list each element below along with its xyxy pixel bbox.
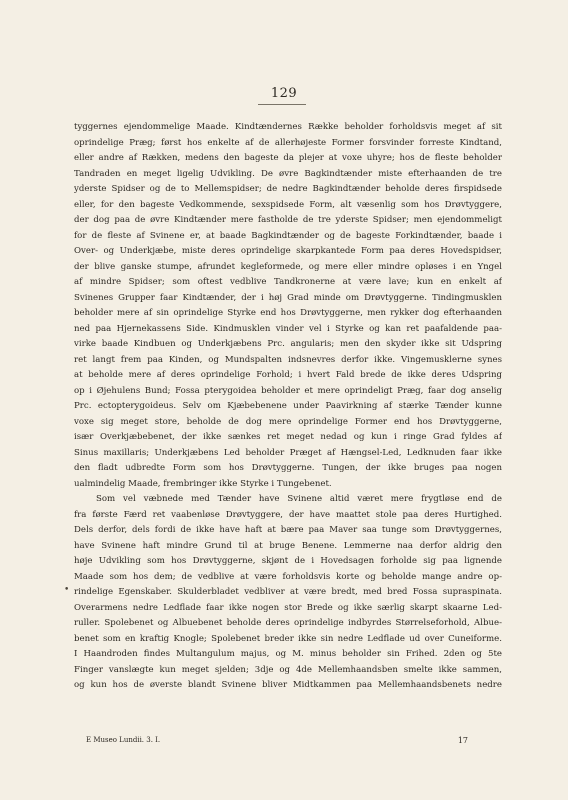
footer-imprint: E Museo Lundii. 3. I. <box>86 736 161 744</box>
text-line: ned paa Hjernekassens Side. Kindmusklen vinder vel i Styrke og kan ret paafaldende paa- <box>74 323 502 334</box>
signature-mark: 17 <box>457 736 468 745</box>
text-line: Prc. ectopterygoideus. Selv om Kjæbebenene under Paavirkning af stærke Tænder kunne <box>74 401 502 411</box>
text-line: ret langt frem paa Kinden, og Mundspalten indsnevres derfor ikke. Vingemusklerne synes <box>74 354 502 365</box>
page-number-rule <box>258 104 306 105</box>
text-line: den fladt udbredte Form som hos Drøvtyggerne. Tungen, der ikke bruges paa nogen <box>74 463 502 473</box>
text-line: Maade som hos dem; de vedblive at være forholdsvis korte og beholde mange andre op- <box>74 571 502 582</box>
text-line: Overarmens nedre Ledflade faar ikke nogen stor Brede og ikke særlig skarpt skaarne Led- <box>74 602 502 613</box>
text-line: at beholde mere af deres oprindelige Forhold; i hvert Fald brede de ikke deres Udspring <box>74 370 502 380</box>
page-footer <box>86 736 468 745</box>
text-line: Finger vanslægte kun meget sjelden; 3dje og 4de Mellemhaandsben smelte ikke sammen, <box>74 664 502 675</box>
page-number: 129 <box>270 86 298 101</box>
text-line: eller, for den bageste Vedkommende, sexspidsede Form, alt væsenlig som hos Drøvtyggere, <box>74 199 502 210</box>
text-line: beholder mere af sin oprindelige Styrke end hos Drøvtyggerne, men rykker dog efterhaanden <box>74 308 502 318</box>
text-line: Sinus maxillaris; Underkjæbens Led beholder Præget af Hængsel-Led, Ledknuden faar ikke <box>74 447 502 458</box>
text-line: I Haandroden findes Multangulum majus, og M. minus beholder sin Frihed. 2den og 5te <box>74 649 502 659</box>
text-line: for de fleste af Svinene er, at baade Bagkindtænder og de bageste Forkindtænder, baade i <box>74 230 502 241</box>
text-line: eller andre af Rækken, medens den bageste da plejer at voxe uhyre; hos de fleste beholder <box>74 153 502 163</box>
text-line: og kun hos de øverste blandt Svinene bliver Midtkammen paa Mellemhaandsbenets nedre <box>74 680 502 690</box>
paragraph-end-line: ualmindelig Maade, frembringer ikke Styrke i Tungebenet. <box>74 478 332 489</box>
text-line: benet som en kraftig Knogle; Spolebenet breder ikke sin nedre Ledflade ud over Cuneiforme. <box>74 633 502 644</box>
text-line: Over- og Underkjæbe, miste deres oprindelige skarpkantede Form paa deres Hovedspidser, <box>74 246 502 256</box>
text-line: der dog paa de øvre Kindtænder mere fastholde de tre yderste Spidser; men ejendommeligt <box>74 215 502 225</box>
text-line: især Overkjæbebenet, der ikke sænkes ret meget nedad og kun i ringe Grad fyldes af <box>74 432 502 442</box>
text-line: voxe sig meget store, beholde de dog mere oprindelige Former end hos Drøvtyggerne, <box>74 416 502 427</box>
text-line: yderste Spidser og de to Mellemspidser; de nedre Bagkindtænder beholde deres firspidsede <box>74 184 502 194</box>
text-line: have Svinene haft mindre Grund til at bruge Benene. Lemmerne naa derfor aldrig den <box>74 540 502 551</box>
text-line: høje Udvikling som hos Drøvtyggerne, skjønt de i Hovedsagen forholde sig paa lignende <box>74 556 502 566</box>
body-text <box>74 120 502 694</box>
margin-dot-mark: • <box>64 585 70 595</box>
paragraph-start-line: Som vel væbnede med Tænder have Svinene altid været mere frygtløse end de <box>96 494 502 504</box>
text-line: rindelige Egenskaber. Skulderbladet vedbliver at være bredt, med bred Fossa supraspinata. <box>74 587 502 597</box>
text-line: oprindelige Præg; først hos enkelte af de allerhøjeste Former forsvinder forreste Kindtand, <box>74 137 502 148</box>
text-line: virke baade Kindbuen og Underkjæbens Prc. angularis; men den skyder ikke sit Udspring <box>74 339 502 349</box>
text-line: Tandraden en meget ligelig Udvikling. De øvre Bagkindtænder miste efterhaanden de tre <box>74 168 502 179</box>
text-line: op i Øjehulens Bund; Fossa pterygoidea beholder et mere oprindeligt Præg, faar dog anselig <box>74 385 502 396</box>
text-line: Dels derfor, dels fordi de ikke have haft at bære paa Maver saa tunge som Drøvtyggernes, <box>74 525 502 535</box>
text-line: fra første Færd ret vaabenløse Drøvtyggere, der have maattet stole paa deres Hurtighed. <box>74 509 502 520</box>
text-line: ruller. Spolebenet og Albuebenet beholde deres oprindelige indbyrdes Størrelseforhold, Albue- <box>74 618 502 628</box>
text-line: af mindre Spidser; som oftest vedblive Tandkronerne at være lave; kun en enkelt af <box>74 277 502 287</box>
text-line: tyggernes ejendommelige Maade. Kindtændernes Række beholder forholdsvis meget af sit <box>74 122 502 132</box>
text-line: Svinenes Grupper faar Kindtænder, der i høj Grad minde om Drøvtyggerne. Tindingmusklen <box>74 292 502 303</box>
text-line: der blive ganske stumpe, afrundet kegleformede, og mere eller mindre opløses i en Yngel <box>74 261 502 272</box>
